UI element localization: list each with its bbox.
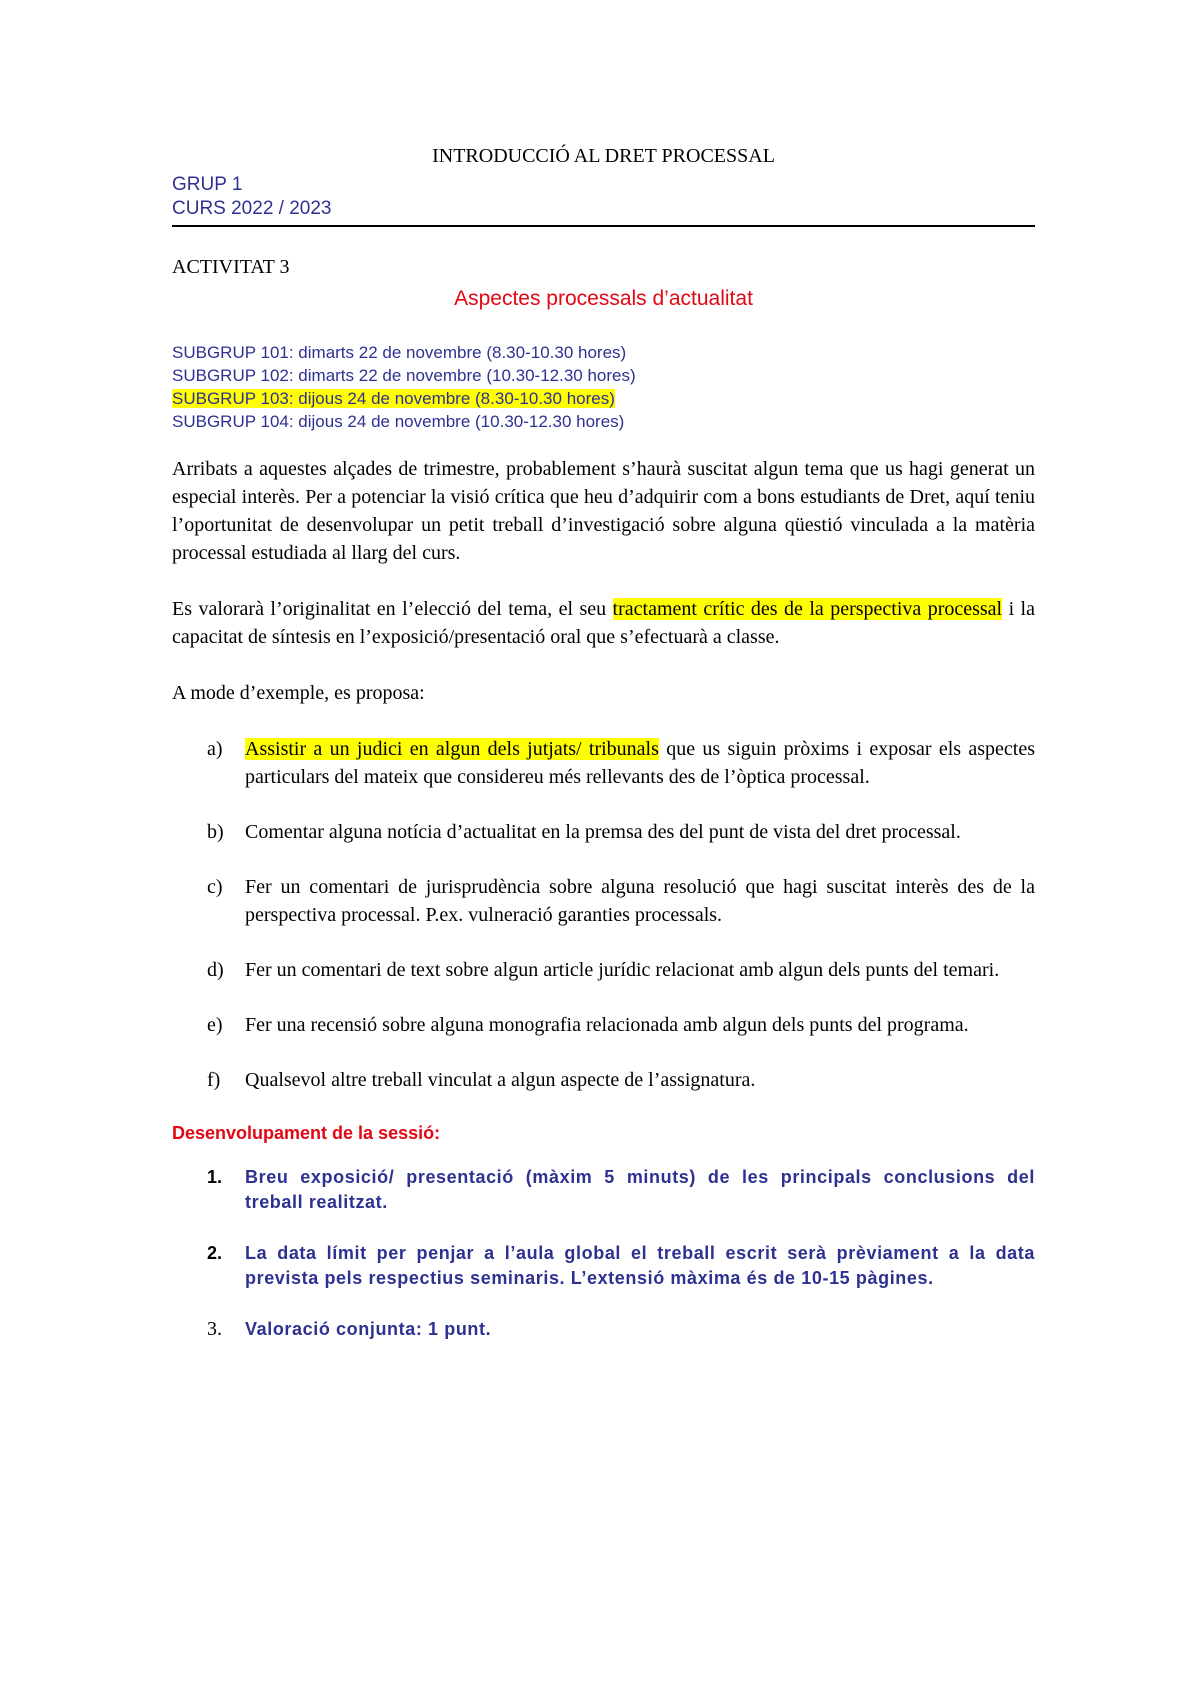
list-item-text — [245, 735, 1035, 791]
subgroup-text: SUBGRUP 102: dimarts 22 de novembre (10.30-12.30 hores) — [172, 366, 636, 385]
list-marker: d) — [207, 959, 224, 981]
valuation-highlight: tractament crític des de la perspectiva processal — [612, 598, 1003, 620]
proposal-list — [172, 735, 1035, 1094]
subgroup-line-101 — [172, 341, 1035, 364]
list-item — [172, 873, 1035, 929]
list-item — [172, 818, 1035, 846]
session-heading: Desenvolupament de la sessió: — [172, 1123, 441, 1143]
list-item-text: Qualsevol altre treball vinculat a algun aspecte de l’assignatura. — [245, 1069, 756, 1091]
step-text: Valoració conjunta: 1 punt. — [245, 1319, 492, 1339]
course-label: CURS 2022 / 2023 — [172, 198, 332, 219]
step-number: 1. — [207, 1167, 223, 1187]
session-step — [172, 1317, 1035, 1342]
valuation-text-after: i la capacitat de síntesis en l’exposició/presentació oral que s’efectuarà a classe. — [172, 598, 1035, 648]
list-marker: a) — [207, 738, 223, 760]
list-item — [172, 735, 1035, 791]
list-item-text: Fer un comentari de text sobre algun article jurídic relacionat amb algun dels punts del temari. — [245, 959, 1000, 981]
list-marker: c) — [207, 876, 223, 898]
step-text: La data límit per penjar a l’aula global el treball escrit serà prèviament a la data prevista pels respectius seminaris. L’extensió màxima és de 10-15 pàgines. — [245, 1243, 1035, 1288]
list-item — [172, 1011, 1035, 1039]
list-item — [172, 1066, 1035, 1094]
step-text: Breu exposició/ presentació (màxim 5 minuts) de les principals conclusions del treball realitzat. — [245, 1167, 1035, 1212]
list-item — [172, 956, 1035, 984]
list-marker: b) — [207, 821, 224, 843]
intro-paragraph: Arribats a aquestes alçades de trimestre, probablement s’haurà suscitat algun tema que us hagi generat un especial interès. Per a potenciar la visió crítica que heu d’adquirir com a bons estudiants de Dret, aquí teniu l’oportunitat de desenvolupar un petit treball d’investigació sobre alguna qüestió vinculada a la matèria processal estudiada al llarg del curs. — [172, 458, 1035, 564]
list-marker: e) — [207, 1014, 223, 1036]
subgroup-line-103 — [172, 387, 1035, 410]
subgroup-text: SUBGRUP 101: dimarts 22 de novembre (8.30-10.30 hores) — [172, 343, 627, 362]
document-page — [172, 143, 1035, 1368]
example-intro: A mode d’exemple, es proposa: — [172, 682, 425, 704]
list-item-text: Fer una recensió sobre alguna monografia relacionada amb algun dels punts del programa. — [245, 1014, 969, 1036]
subgroup-text-highlighted: SUBGRUP 103: dijous 24 de novembre (8.30-10.30 hores) — [172, 389, 615, 408]
list-item-text: Comentar alguna notícia d’actualitat en la premsa des del punt de vista del dret processal. — [245, 821, 961, 843]
document-title: INTRODUCCIÓ AL DRET PROCESSAL — [432, 145, 775, 167]
session-step — [172, 1165, 1035, 1215]
subgroup-text: SUBGRUP 104: dijous 24 de novembre (10.30-12.30 hores) — [172, 412, 625, 431]
valuation-text-before: Es valorarà l’originalitat en l’elecció del tema, el seu — [172, 598, 613, 620]
session-step — [172, 1241, 1035, 1291]
activity-label: ACTIVITAT 3 — [172, 256, 290, 278]
subgroup-schedule — [172, 341, 1035, 433]
step-number: 2. — [207, 1243, 223, 1263]
list-item-body: que us siguin pròxims i exposar els aspectes particulars del mateix que considereu més rellevants des de l’òptica processal. — [245, 738, 1035, 788]
step-number: 3. — [207, 1318, 222, 1340]
list-item-highlight: Assistir a un judici en algun dels jutjats/ tribunals — [245, 738, 659, 760]
list-marker: f) — [207, 1069, 221, 1091]
header-divider — [172, 225, 1035, 227]
list-item-text: Fer un comentari de jurisprudència sobre alguna resolució que hagi suscitat interès des de la perspectiva processal. P.ex. vulneració garanties processals. — [245, 876, 1035, 926]
session-steps — [172, 1165, 1035, 1342]
subgroup-line-102 — [172, 364, 1035, 387]
valuation-paragraph — [172, 595, 1035, 651]
subgroup-line-104 — [172, 410, 1035, 433]
group-label: GRUP 1 — [172, 174, 243, 195]
activity-title: Aspectes processals d’actualitat — [454, 287, 753, 310]
